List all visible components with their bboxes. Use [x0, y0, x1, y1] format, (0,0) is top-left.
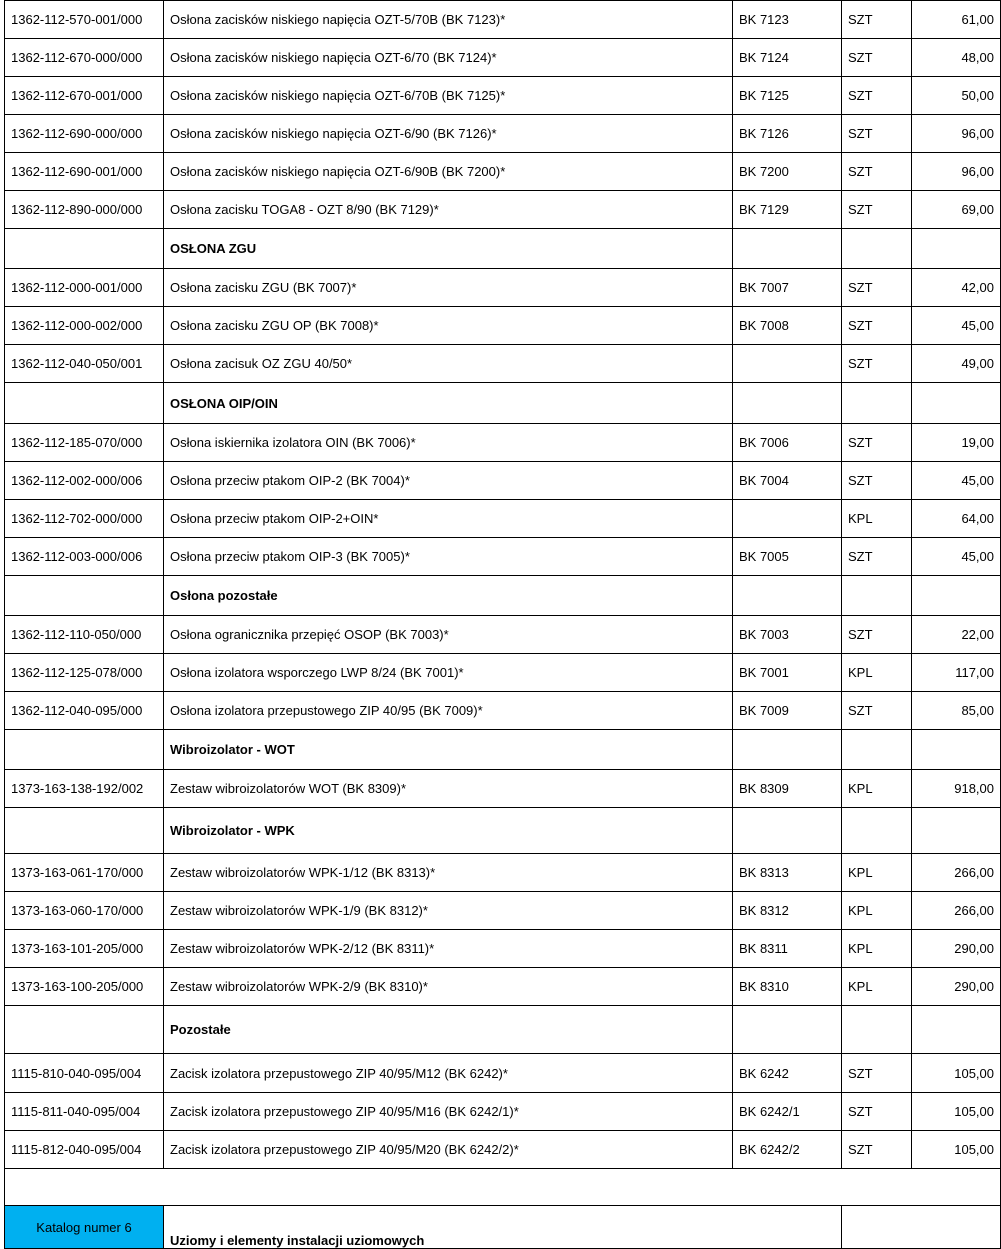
product-price: 48,00 [912, 39, 1001, 77]
product-name: Osłona zacisków niskiego napięcia OZT-6/90 (BK 7126)* [164, 115, 733, 153]
product-name: Osłona izolatora przepustowego ZIP 40/95 (BK 7009)* [164, 692, 733, 730]
section-header-row [5, 808, 1001, 854]
product-unit: SZT [842, 191, 912, 229]
section-bk-cell [733, 808, 842, 854]
product-code: 1373-163-138-192/002 [5, 770, 164, 808]
product-bk-number: BK 6242 [733, 1054, 842, 1093]
product-price: 69,00 [912, 191, 1001, 229]
section-bk-cell [733, 1006, 842, 1054]
product-bk-number: BK 7008 [733, 307, 842, 345]
product-price: 45,00 [912, 538, 1001, 576]
product-price: 266,00 [912, 892, 1001, 930]
product-name: Zacisk izolatora przepustowego ZIP 40/95/M16 (BK 6242/1)* [164, 1093, 733, 1131]
product-bk-number: BK 7125 [733, 77, 842, 115]
product-unit: KPL [842, 500, 912, 538]
product-price: 105,00 [912, 1054, 1001, 1093]
product-code: 1362-112-125-078/000 [5, 654, 164, 692]
product-row [5, 854, 1001, 892]
section-header-row [5, 229, 1001, 269]
product-price: 96,00 [912, 153, 1001, 191]
product-code: 1362-112-890-000/000 [5, 191, 164, 229]
section-price-cell [912, 576, 1001, 616]
product-unit: KPL [842, 892, 912, 930]
section-unit-cell [842, 383, 912, 424]
product-unit: SZT [842, 1093, 912, 1131]
product-code: 1373-163-100-205/000 [5, 968, 164, 1006]
product-price: 117,00 [912, 654, 1001, 692]
product-code: 1362-112-185-070/000 [5, 424, 164, 462]
section-unit-cell [842, 808, 912, 854]
product-unit: SZT [842, 307, 912, 345]
empty-cell [5, 1169, 1001, 1206]
product-code: 1362-112-690-000/000 [5, 115, 164, 153]
product-name: Osłona zacisków niskiego napięcia OZT-6/70 (BK 7124)* [164, 39, 733, 77]
section-price-cell [912, 383, 1001, 424]
empty-row [5, 1169, 1001, 1206]
product-price: 96,00 [912, 115, 1001, 153]
section-price-cell [912, 1006, 1001, 1054]
product-row [5, 930, 1001, 968]
product-bk-number: BK 7123 [733, 1, 842, 39]
product-name: Zestaw wibroizolatorów WPK-2/12 (BK 8311)* [164, 930, 733, 968]
product-bk-number: BK 8309 [733, 770, 842, 808]
section-header-row [5, 576, 1001, 616]
section-title: Wibroizolator - WPK [164, 808, 733, 854]
product-name: Zacisk izolatora przepustowego ZIP 40/95/M12 (BK 6242)* [164, 1054, 733, 1093]
product-code: 1362-112-040-050/001 [5, 345, 164, 383]
product-name: Osłona izolatora wsporczego LWP 8/24 (BK 7001)* [164, 654, 733, 692]
product-price: 64,00 [912, 500, 1001, 538]
product-unit: SZT [842, 1, 912, 39]
product-row [5, 616, 1001, 654]
product-code: 1362-112-040-095/000 [5, 692, 164, 730]
product-unit: SZT [842, 153, 912, 191]
product-name: Zestaw wibroizolatorów WOT (BK 8309)* [164, 770, 733, 808]
product-name: Osłona iskiernika izolatora OIN (BK 7006)* [164, 424, 733, 462]
section-price-cell [912, 808, 1001, 854]
section-unit-cell [842, 229, 912, 269]
product-unit: SZT [842, 39, 912, 77]
product-name: Osłona zacisków niskiego napięcia OZT-6/90B (BK 7200)* [164, 153, 733, 191]
section-unit-cell [842, 730, 912, 770]
product-price: 42,00 [912, 269, 1001, 307]
product-unit: KPL [842, 654, 912, 692]
product-row [5, 538, 1001, 576]
product-code: 1115-810-040-095/004 [5, 1054, 164, 1093]
product-row [5, 1054, 1001, 1093]
section-title: Pozostałe [164, 1006, 733, 1054]
product-row [5, 1093, 1001, 1131]
product-code: 1362-112-000-002/000 [5, 307, 164, 345]
section-header-row [5, 1006, 1001, 1054]
section-code-cell [5, 576, 164, 616]
product-row [5, 1131, 1001, 1169]
product-row [5, 1, 1001, 39]
product-code: 1362-112-003-000/006 [5, 538, 164, 576]
product-name: Zestaw wibroizolatorów WPK-1/12 (BK 8313)* [164, 854, 733, 892]
product-bk-number: BK 6242/2 [733, 1131, 842, 1169]
product-code: 1362-112-002-000/006 [5, 462, 164, 500]
product-bk-number: BK 7124 [733, 39, 842, 77]
product-bk-number: BK 6242/1 [733, 1093, 842, 1131]
section-header-row [5, 383, 1001, 424]
product-price: 49,00 [912, 345, 1001, 383]
catalog-footer-row [5, 1206, 1001, 1249]
product-row [5, 307, 1001, 345]
section-header-row [5, 730, 1001, 770]
product-price: 61,00 [912, 1, 1001, 39]
product-name: Osłona zacisków niskiego napięcia OZT-5/70B (BK 7123)* [164, 1, 733, 39]
product-unit: SZT [842, 1131, 912, 1169]
product-code: 1362-112-000-001/000 [5, 269, 164, 307]
product-code: 1362-112-690-001/000 [5, 153, 164, 191]
product-unit: SZT [842, 269, 912, 307]
product-bk-number: BK 7009 [733, 692, 842, 730]
product-code: 1362-112-670-001/000 [5, 77, 164, 115]
product-row [5, 424, 1001, 462]
product-unit: SZT [842, 616, 912, 654]
product-code: 1373-163-101-205/000 [5, 930, 164, 968]
product-row [5, 892, 1001, 930]
product-name: Zacisk izolatora przepustowego ZIP 40/95/M20 (BK 6242/2)* [164, 1131, 733, 1169]
section-title: OSŁONA OIP/OIN [164, 383, 733, 424]
section-code-cell [5, 730, 164, 770]
product-unit: KPL [842, 930, 912, 968]
catalog-number-label: Katalog numer 6 [5, 1206, 164, 1249]
product-price: 19,00 [912, 424, 1001, 462]
product-price: 45,00 [912, 307, 1001, 345]
product-price: 105,00 [912, 1131, 1001, 1169]
product-row [5, 770, 1001, 808]
product-price: 918,00 [912, 770, 1001, 808]
product-row [5, 115, 1001, 153]
product-price: 45,00 [912, 462, 1001, 500]
product-bk-number: BK 7200 [733, 153, 842, 191]
product-name: Osłona zacisku TOGA8 - OZT 8/90 (BK 7129)* [164, 191, 733, 229]
product-bk-number: BK 8312 [733, 892, 842, 930]
product-price: 22,00 [912, 616, 1001, 654]
product-unit: SZT [842, 692, 912, 730]
product-price: 105,00 [912, 1093, 1001, 1131]
price-list-table [4, 0, 1001, 1249]
product-code: 1362-112-670-000/000 [5, 39, 164, 77]
product-bk-number: BK 7126 [733, 115, 842, 153]
product-row [5, 500, 1001, 538]
product-name: Osłona zacisku ZGU OP (BK 7008)* [164, 307, 733, 345]
product-name: Osłona przeciw ptakom OIP-3 (BK 7005)* [164, 538, 733, 576]
product-price: 50,00 [912, 77, 1001, 115]
product-bk-number: BK 7007 [733, 269, 842, 307]
product-price: 290,00 [912, 968, 1001, 1006]
footer-empty-cell [842, 1206, 1001, 1249]
product-unit: SZT [842, 1054, 912, 1093]
product-row [5, 462, 1001, 500]
product-row [5, 654, 1001, 692]
section-code-cell [5, 383, 164, 424]
product-price: 85,00 [912, 692, 1001, 730]
product-row [5, 77, 1001, 115]
product-bk-number: BK 7006 [733, 424, 842, 462]
product-row [5, 153, 1001, 191]
product-name: Osłona przeciw ptakom OIP-2+OIN* [164, 500, 733, 538]
product-row [5, 692, 1001, 730]
product-code: 1115-812-040-095/004 [5, 1131, 164, 1169]
product-name: Osłona zacisku ZGU (BK 7007)* [164, 269, 733, 307]
section-price-cell [912, 730, 1001, 770]
product-bk-number: BK 8313 [733, 854, 842, 892]
catalog-title: Uziomy i elementy instalacji uziomowych [164, 1206, 842, 1249]
section-code-cell [5, 229, 164, 269]
product-unit: KPL [842, 770, 912, 808]
product-code: 1362-112-702-000/000 [5, 500, 164, 538]
section-title: Wibroizolator - WOT [164, 730, 733, 770]
product-bk-number [733, 500, 842, 538]
product-code: 1362-112-110-050/000 [5, 616, 164, 654]
product-price: 266,00 [912, 854, 1001, 892]
product-name: Zestaw wibroizolatorów WPK-2/9 (BK 8310)* [164, 968, 733, 1006]
product-name: Osłona zacisuk OZ ZGU 40/50* [164, 345, 733, 383]
product-name: Zestaw wibroizolatorów WPK-1/9 (BK 8312)* [164, 892, 733, 930]
section-bk-cell [733, 383, 842, 424]
section-title: Osłona pozostałe [164, 576, 733, 616]
product-unit: SZT [842, 115, 912, 153]
product-code: 1362-112-570-001/000 [5, 1, 164, 39]
product-bk-number: BK 7003 [733, 616, 842, 654]
section-price-cell [912, 229, 1001, 269]
product-code: 1373-163-060-170/000 [5, 892, 164, 930]
product-unit: KPL [842, 968, 912, 1006]
product-row [5, 345, 1001, 383]
product-unit: SZT [842, 462, 912, 500]
product-name: Osłona zacisków niskiego napięcia OZT-6/70B (BK 7125)* [164, 77, 733, 115]
product-unit: SZT [842, 424, 912, 462]
price-list-body [5, 1, 1001, 1249]
section-code-cell [5, 808, 164, 854]
product-bk-number: BK 7004 [733, 462, 842, 500]
product-unit: SZT [842, 345, 912, 383]
product-row [5, 191, 1001, 229]
section-code-cell [5, 1006, 164, 1054]
product-code: 1373-163-061-170/000 [5, 854, 164, 892]
product-unit: KPL [842, 854, 912, 892]
section-bk-cell [733, 730, 842, 770]
product-code: 1115-811-040-095/004 [5, 1093, 164, 1131]
product-name: Osłona przeciw ptakom OIP-2 (BK 7004)* [164, 462, 733, 500]
product-bk-number: BK 7001 [733, 654, 842, 692]
product-bk-number: BK 7005 [733, 538, 842, 576]
product-bk-number [733, 345, 842, 383]
product-unit: SZT [842, 77, 912, 115]
product-row [5, 269, 1001, 307]
product-unit: SZT [842, 538, 912, 576]
product-name: Osłona ogranicznika przepięć OSOP (BK 7003)* [164, 616, 733, 654]
section-title: OSŁONA ZGU [164, 229, 733, 269]
section-unit-cell [842, 1006, 912, 1054]
section-bk-cell [733, 229, 842, 269]
product-row [5, 39, 1001, 77]
section-bk-cell [733, 576, 842, 616]
product-price: 290,00 [912, 930, 1001, 968]
product-bk-number: BK 8311 [733, 930, 842, 968]
product-bk-number: BK 8310 [733, 968, 842, 1006]
section-unit-cell [842, 576, 912, 616]
product-row [5, 968, 1001, 1006]
product-bk-number: BK 7129 [733, 191, 842, 229]
